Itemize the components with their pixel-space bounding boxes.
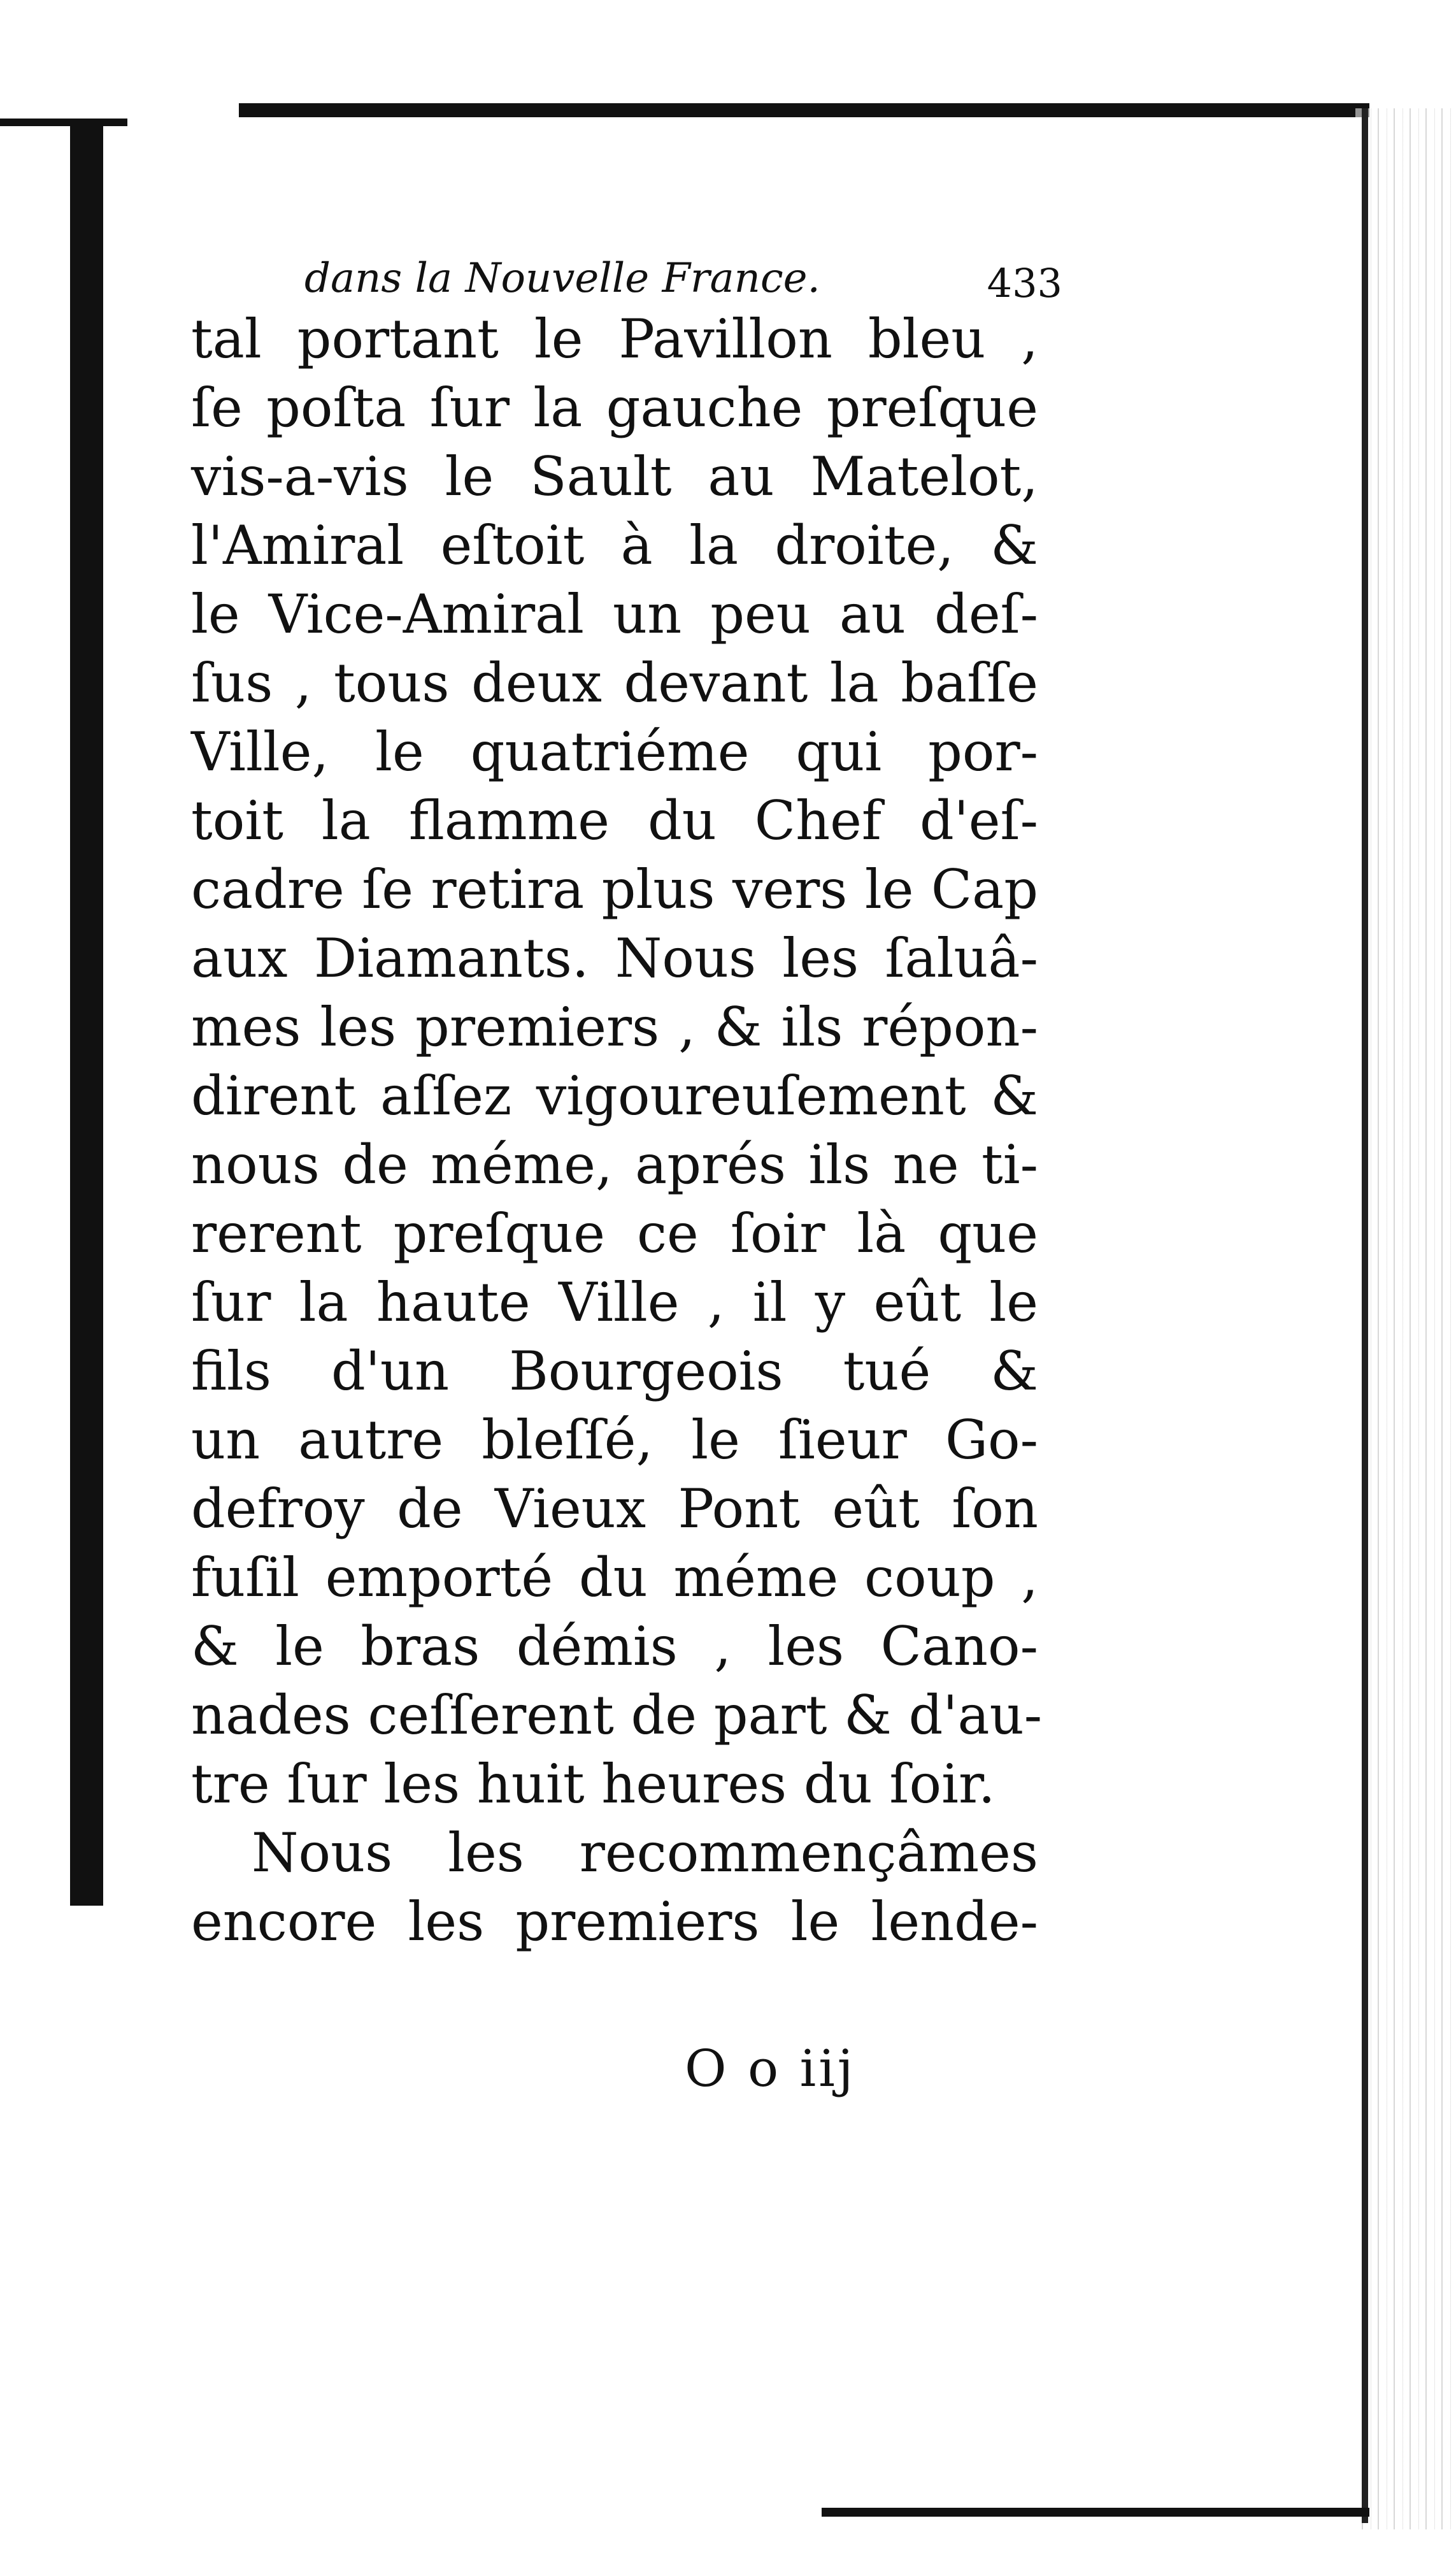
body-text — [191, 305, 1043, 1956]
text-line: & le bras démis , les Cano- — [191, 1615, 1038, 1678]
text-line: aux Diamants. Nous les ſaluâ- — [191, 927, 1038, 989]
signature-mark: O o iij — [685, 2039, 856, 2098]
text-line: fuſil emporté du méme coup , — [191, 1546, 1038, 1609]
page-number: 433 — [987, 260, 1062, 306]
text-line: cadre ſe retira plus vers le Cap — [191, 858, 1038, 921]
text-line: l'Amiral eſtoit à la droite, & — [191, 514, 1038, 577]
text-line: fils d'un Bourgeois tué & — [191, 1340, 1038, 1402]
text-line: ſur la haute Ville , il y eût le — [191, 1271, 1038, 1334]
running-head — [304, 255, 1062, 312]
running-title: dans la Nouvelle France. — [304, 255, 820, 302]
text-line: ſe poſta ſur la gauche preſque — [191, 377, 1038, 439]
bottom-border-rule — [822, 2508, 1369, 2517]
text-line: le Vice-Amiral un peu au deſ- — [191, 583, 1038, 645]
page-edge-texture — [1355, 108, 1456, 2529]
text-line: toit la flamme du Chef d'eſ- — [191, 789, 1038, 852]
text-line: nades ceſſerent de part & d'au- — [191, 1684, 1043, 1746]
text-line: Ville, le quatriéme qui por- — [191, 721, 1038, 783]
page-edge-line — [1362, 108, 1368, 2523]
text-line: mes les premiers , & ils répon- — [191, 996, 1038, 1058]
paragraph-start-line: Nous les recommençâmes — [252, 1822, 1038, 1884]
top-border-rule — [239, 103, 1369, 117]
text-line: dirent aſſez vigoureuſement & — [191, 1065, 1038, 1127]
text-line: nous de méme, aprés ils ne ti- — [191, 1133, 1038, 1196]
left-margin-bar-cap — [0, 119, 127, 126]
text-line: un autre bleſſé, le ſieur Go- — [191, 1409, 1038, 1471]
text-line: tre ſur les huit heures du ſoir. — [191, 1753, 996, 1815]
left-margin-bar — [70, 125, 103, 1906]
text-line: vis-a-vis le Sault au Matelot, — [191, 445, 1038, 508]
text-line: encore les premiers le lende- — [191, 1890, 1038, 1953]
text-line: tal portant le Pavillon bleu , — [191, 308, 1038, 370]
text-line: rerent preſque ce ſoir là que — [191, 1202, 1038, 1265]
text-line: ſus , tous deux devant la baſſe — [191, 652, 1038, 714]
text-line: defroy de Vieux Pont eût ſon — [191, 1478, 1038, 1540]
